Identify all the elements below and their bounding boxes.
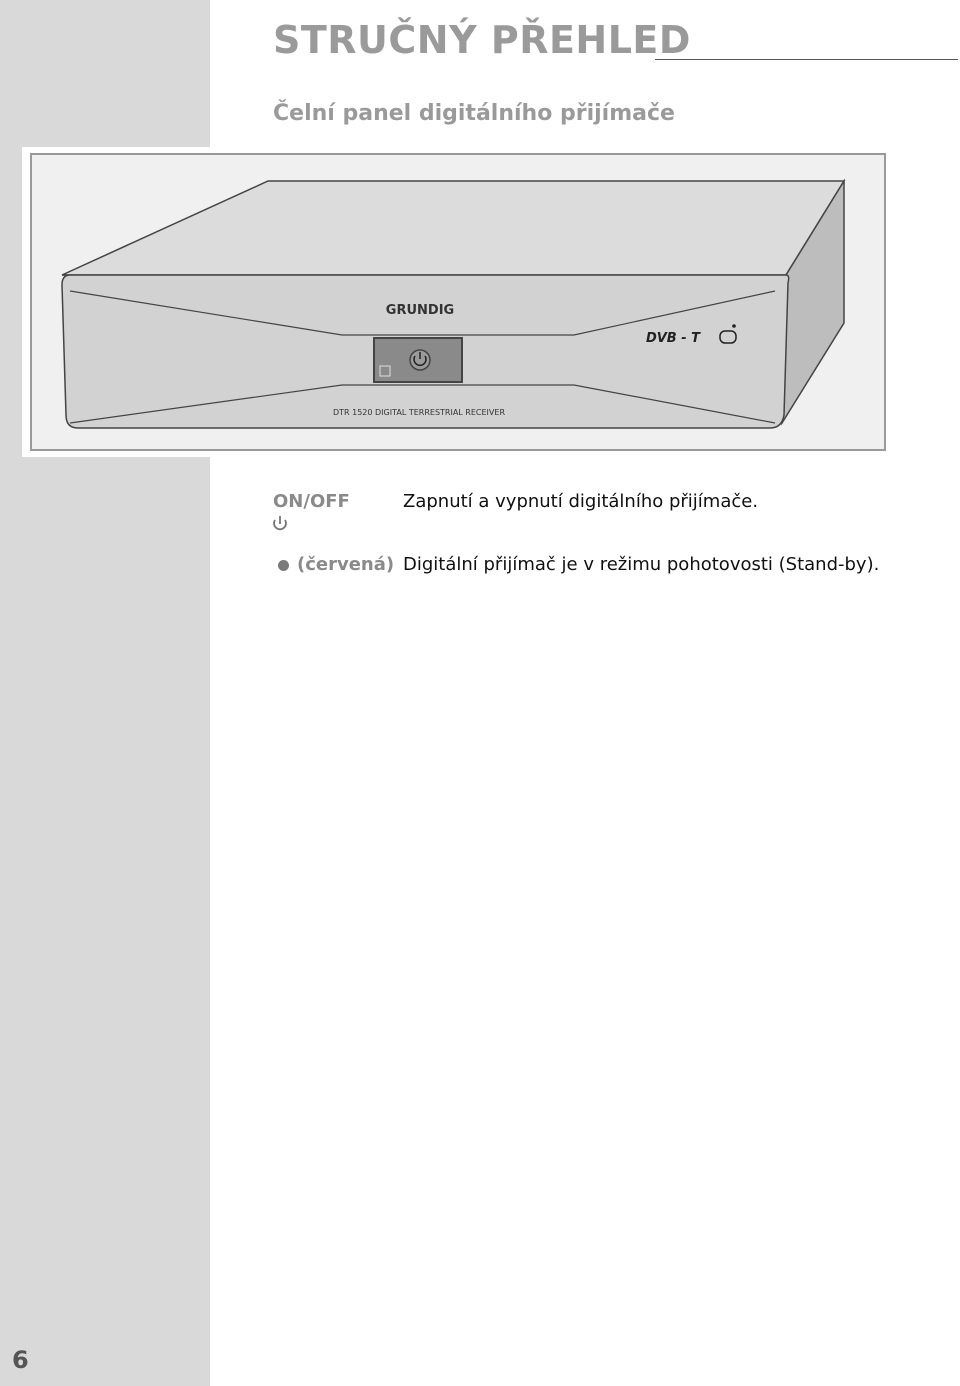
led-label: (červená) [297,554,395,575]
model-label: DTR 1520 DIGITAL TERRESTRIAL RECEIVER [332,408,506,417]
power-icon [272,515,288,537]
brand-logo: GRUNDIG [385,303,455,318]
on-off-label: ON/OFF [273,491,350,512]
page-title: STRUČNÝ PŘEHLED [273,18,691,62]
led-indicator-icon [278,560,289,571]
led-description: Digitální přijímač je v režimu pohotovosti (Stand-by). [403,554,880,575]
dvb-t-badge: DVB - T [645,331,701,346]
title-rule [655,59,958,60]
section-title: Čelní panel digitálního přijímače [273,101,675,126]
page-number: 6 [12,1346,29,1374]
receiver-top-panel [62,181,844,275]
receiver-illustration [30,153,886,451]
on-off-description: Zapnutí a vypnutí digitálního přijímače. [403,491,759,512]
